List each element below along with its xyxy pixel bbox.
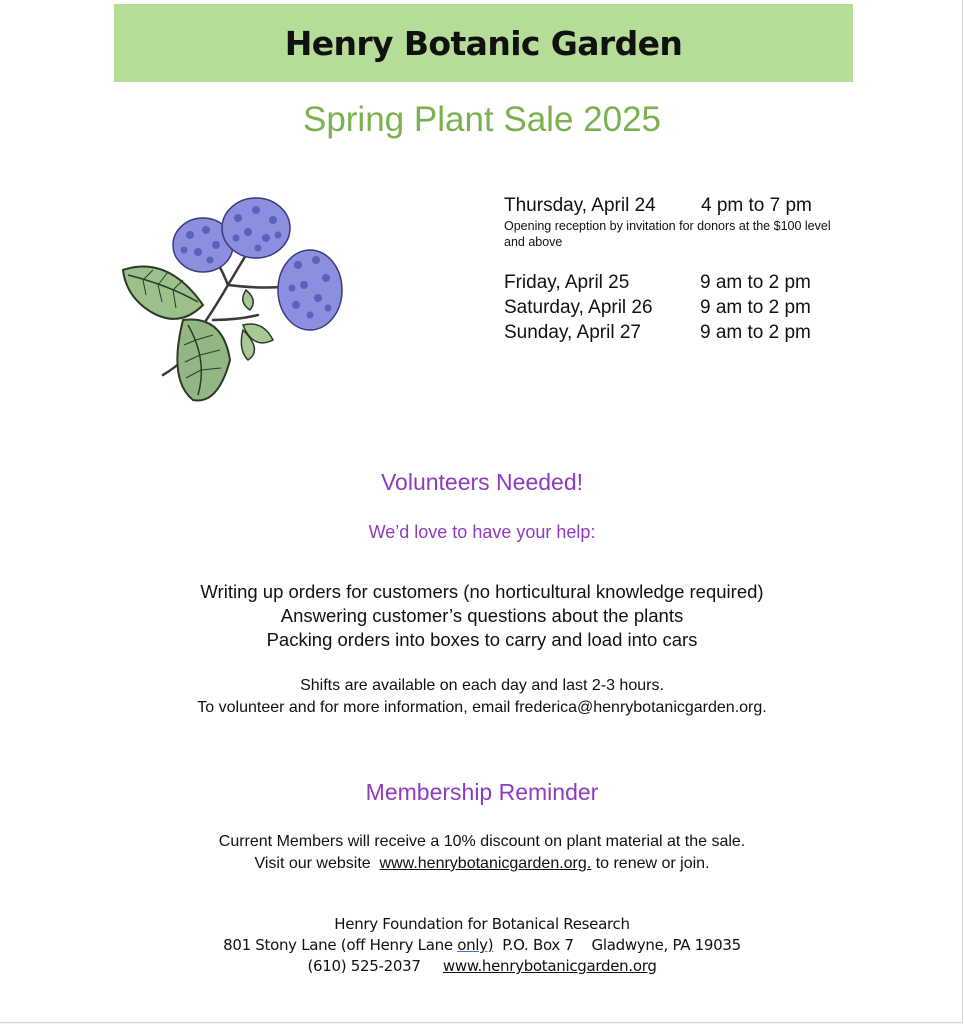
member-discount-text: Current Members will receive a 10% discount on plant material at the sale. [218,833,746,850]
volunteer-info [0,675,964,719]
schedule-day: Thursday, April 24 [504,195,656,216]
website-link[interactable]: www.henrybotanicgarden.org. [379,855,592,872]
schedule-time: 9 am to 2 pm [700,297,811,318]
volunteers-subheading: We’d love to have your help: [368,522,596,542]
footer-contact [0,956,964,977]
schedule-day: Saturday, April 26 [504,297,653,318]
schedule-row-sunday [504,320,864,345]
membership-info [0,831,964,875]
schedule-row-thursday [504,193,864,218]
schedule-time: 9 am to 2 pm [700,272,811,293]
schedule-day: Friday, April 25 [504,272,630,293]
volunteer-task-list [0,580,964,652]
address-street: 801 Stony Lane (off Henry Lane [223,936,453,954]
address-city: Gladwyne, PA 19035 [591,936,741,954]
volunteer-task: Answering customer’s questions about the plants [280,605,684,626]
address-only: only) [457,936,494,954]
renew-prefix: Visit our website [254,855,371,872]
shifts-text: Shifts are available on each day and last 2-3 hours. [300,677,664,694]
renew-suffix: to renew or join. [595,855,710,872]
schedule-row-saturday [504,295,864,320]
renew-line [0,853,964,875]
volunteer-task: Packing orders into boxes to carry and load into cars [266,629,698,650]
footer-address [0,935,964,956]
volunteers-heading: Volunteers Needed! [380,469,584,495]
event-title: Spring Plant Sale 2025 [302,100,662,139]
footer-website-link[interactable]: www.henrybotanicgarden.org [442,957,657,975]
flowering-plant-illustration [118,190,350,410]
sale-schedule [504,193,864,345]
schedule-day: Sunday, April 27 [504,322,641,343]
footer-phone: (610) 525-2037 [307,957,421,975]
volunteer-task: Writing up orders for customers (no horticultural knowledge required) [200,581,764,602]
reception-note: Opening reception by invitation for donors at the $100 level and above [504,219,831,249]
contact-text: To volunteer and for more information, email frederica@henrybotanicgarden.org. [197,699,767,716]
schedule-row-friday [504,270,864,295]
schedule-time: 4 pm to 7 pm [701,195,812,216]
footer [0,914,964,977]
membership-heading: Membership Reminder [365,779,599,805]
page-title: Henry Botanic Garden [284,23,683,63]
footer-org: Henry Foundation for Botanical Research [334,915,630,933]
address-po-box: P.O. Box 7 [502,936,574,954]
schedule-time: 9 am to 2 pm [700,322,811,343]
header-banner [114,4,853,82]
